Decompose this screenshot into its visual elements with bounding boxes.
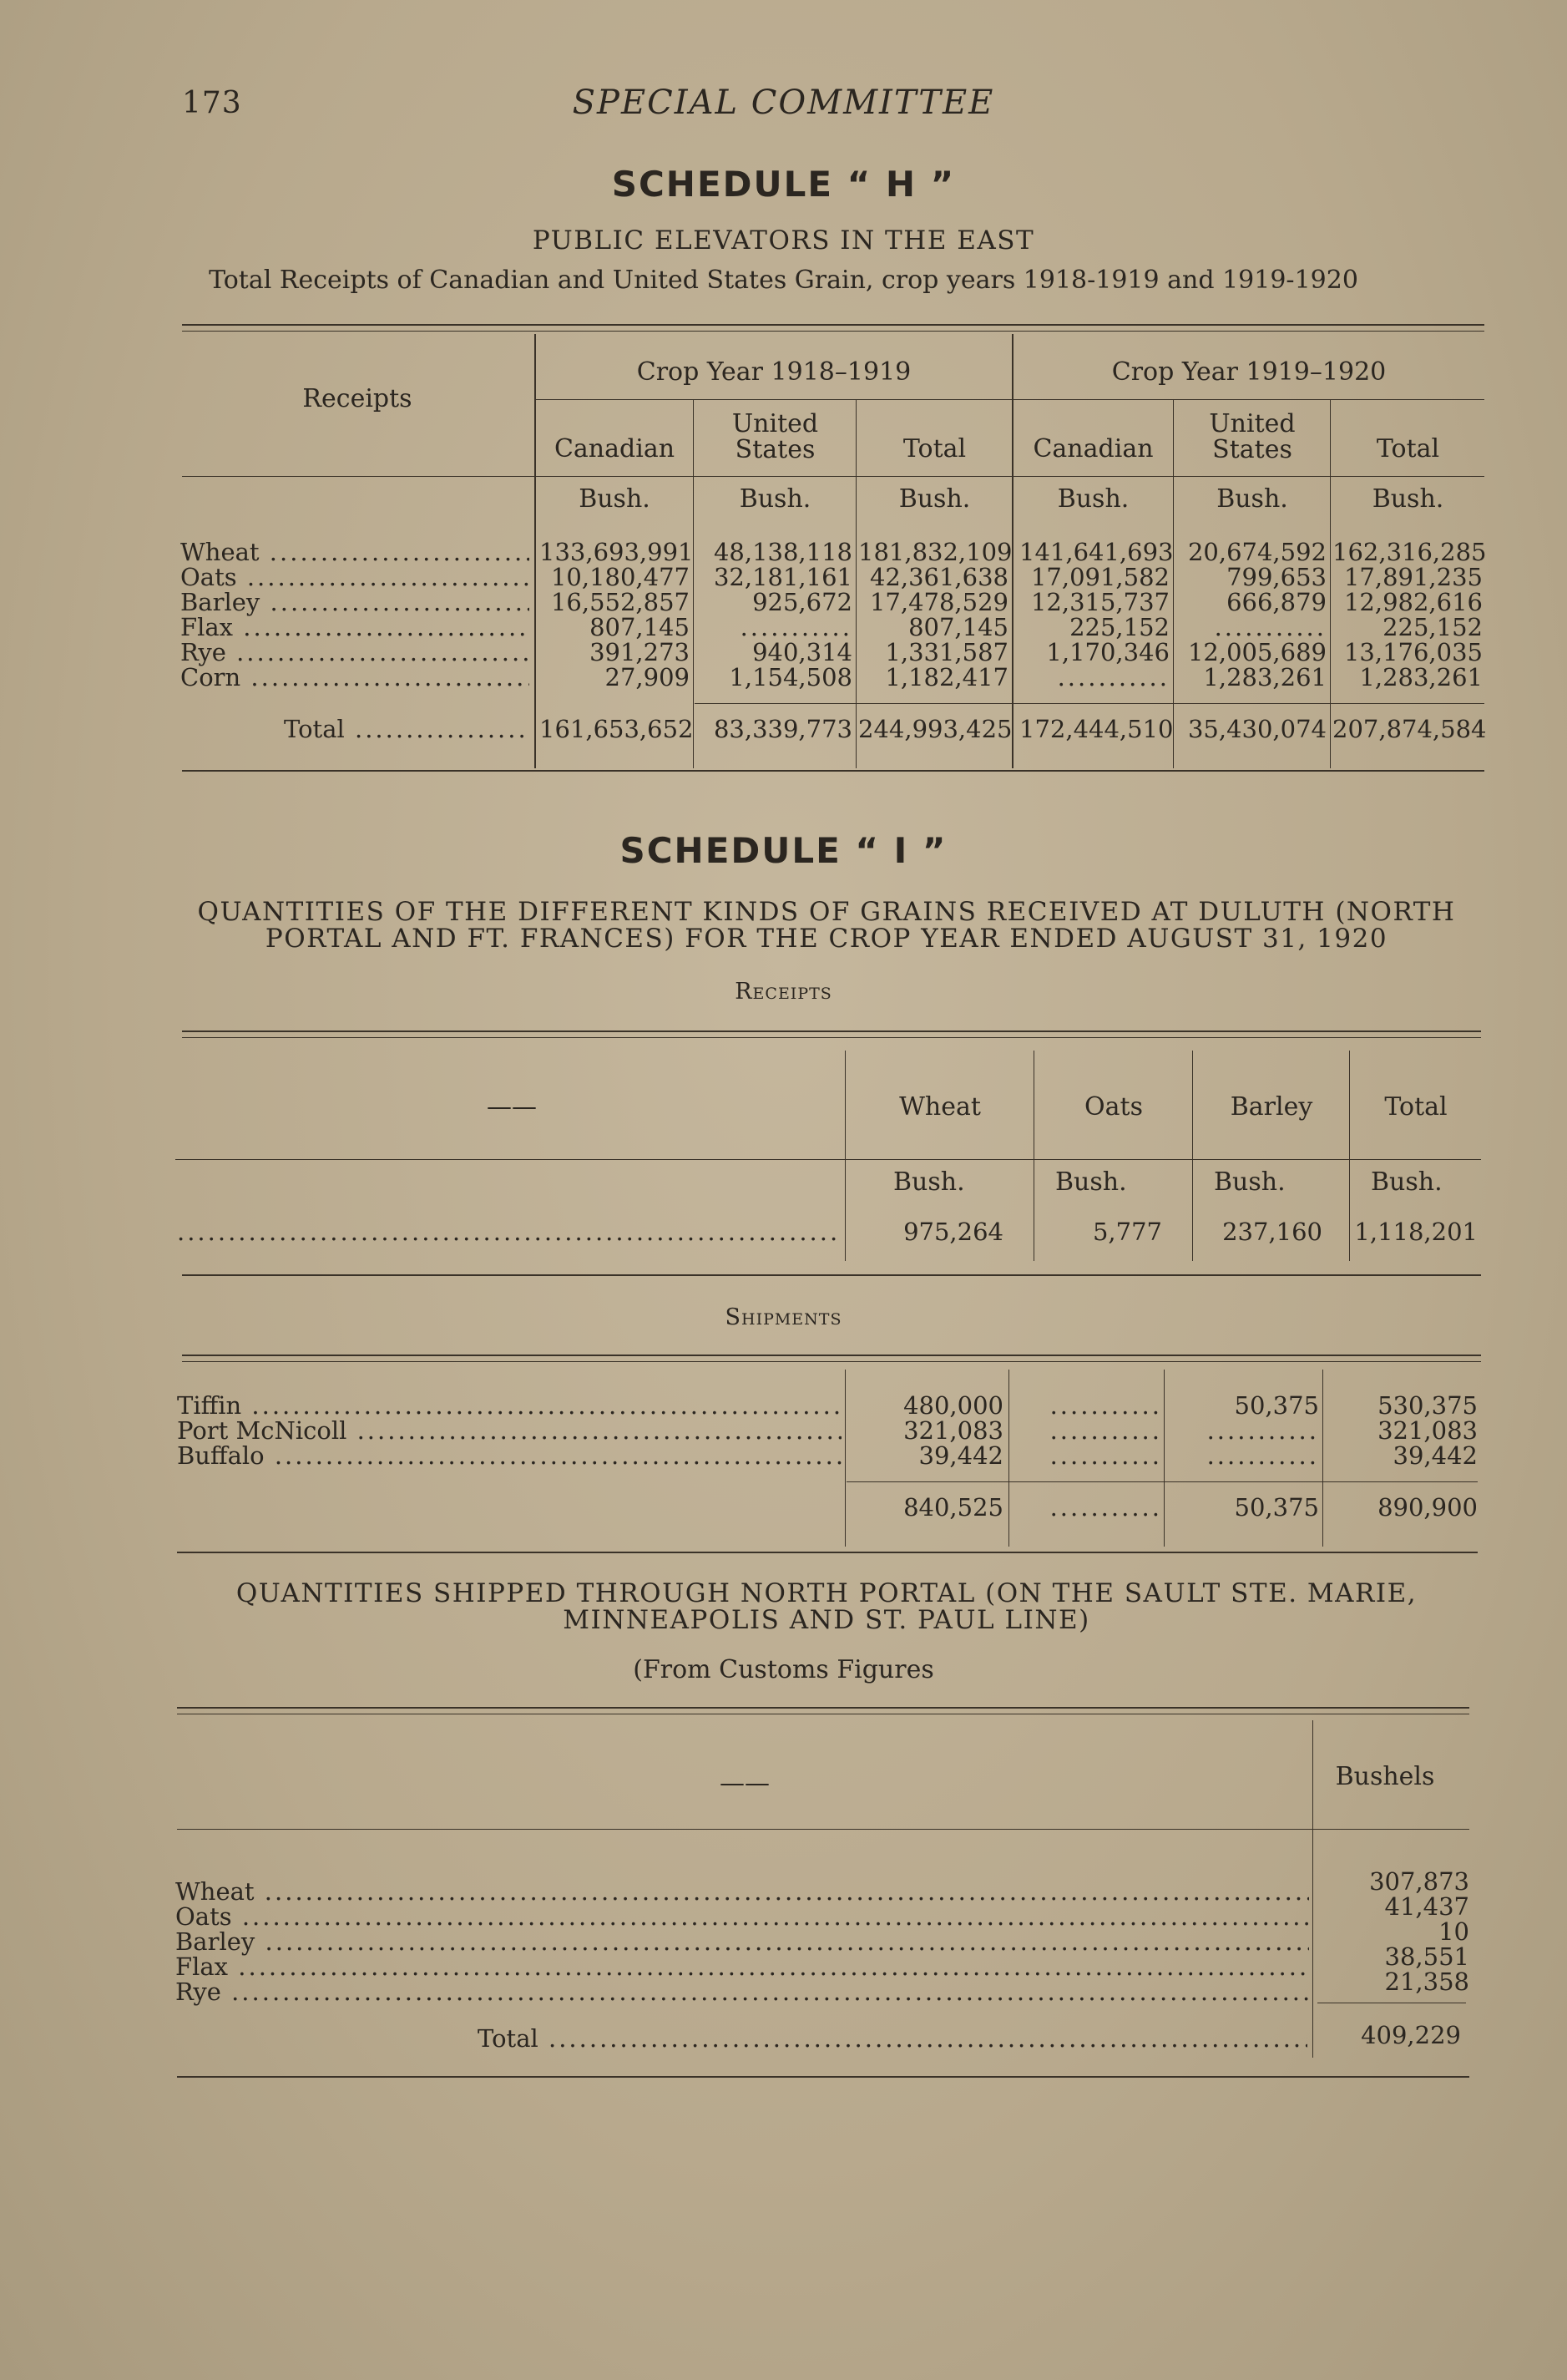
table-cell: 12,982,616 — [1343, 588, 1483, 616]
total-cell: 207,874,584 — [1332, 715, 1487, 743]
table-cell: 1,283,261 — [1359, 663, 1483, 691]
table-cell: 225,152 — [1069, 613, 1170, 641]
crop-year-1918-header: Crop Year 1918–1919 — [636, 357, 912, 387]
table-cell: ........... — [1057, 663, 1170, 691]
unit-label: Bush. — [898, 484, 971, 514]
shipments-total-oats: ........... — [1049, 1493, 1162, 1522]
total-label-text: Total ..... — [284, 715, 526, 743]
table-cell: 48,138,118 — [713, 538, 852, 566]
table-cell: 391,273 — [589, 638, 690, 666]
col-canadian-1919: Canadian — [1033, 434, 1154, 463]
table-cell: 1,170,346 — [1046, 638, 1170, 666]
table-cell: 12,315,737 — [1030, 588, 1170, 616]
col-total-1918: Total — [902, 434, 967, 463]
col-us-1918: United States — [731, 409, 819, 464]
row-label: Tiffin ..... — [177, 1391, 842, 1420]
row-label: Oats ..... — [175, 1902, 1309, 1931]
receipts-row-leader — [177, 1218, 842, 1246]
table-cell: 940,314 — [752, 638, 852, 666]
row-label: Rye ..... — [175, 1977, 1309, 2006]
table-cell: 17,478,529 — [869, 588, 1008, 616]
receipts-subheading: Receipts — [735, 979, 832, 1005]
total-cell: 244,993,425 — [858, 715, 1013, 743]
table-cell: ........... — [1049, 1391, 1162, 1420]
table-cell: 1,182,417 — [885, 663, 1008, 691]
row-label: Oats ..... — [180, 563, 529, 591]
np-total-value: 409,229 — [1361, 2021, 1461, 2049]
table-cell: 225,152 — [1382, 613, 1483, 641]
total-label — [284, 715, 526, 749]
table-cell: 13,176,035 — [1343, 638, 1483, 666]
schedule-h-caption: Total Receipts of Canadian and United States Grain, crop years 1918-1919 and 1919-1920 — [209, 266, 1358, 295]
total-cell: 83,339,773 — [713, 715, 852, 743]
table-cell: 21,358 — [1384, 1967, 1469, 1996]
unit-label: Bush. — [1214, 1167, 1286, 1197]
row-label: Buffalo ..... — [177, 1441, 842, 1470]
table-cell: 141,641,693 — [1019, 538, 1174, 566]
row-label: Barley ..... — [175, 1927, 1309, 1956]
table-cell: 39,442 — [918, 1441, 1003, 1470]
unit-label: Bush. — [1057, 484, 1130, 514]
crop-year-1919-header: Crop Year 1919–1920 — [1111, 357, 1387, 387]
table-cell: 1,154,508 — [729, 663, 852, 691]
table-cell: 307,873 — [1369, 1867, 1469, 1896]
receipts-header: Receipts — [302, 384, 412, 413]
table-cell: 12,005,689 — [1187, 638, 1327, 666]
table-cell: 530,375 — [1377, 1391, 1478, 1420]
col-total: Total — [1384, 1092, 1448, 1122]
table-cell: 807,145 — [589, 613, 690, 641]
row-label: Flax ..... — [180, 613, 529, 641]
table-cell: 32,181,161 — [713, 563, 852, 591]
col-canadian-1918: Canadian — [554, 434, 675, 463]
shipments-total-barley: 50,375 — [1234, 1493, 1319, 1522]
table-cell: 1,283,261 — [1203, 663, 1327, 691]
total-cell: 35,430,074 — [1187, 715, 1327, 743]
schedule-i-heading-1: QUANTITIES OF THE DIFFERENT KINDS OF GRAINS RECEIVED AT DULUTH (NORTH — [197, 897, 1456, 927]
shipments-total-total: 890,900 — [1377, 1493, 1478, 1522]
table-cell: 27,909 — [604, 663, 690, 691]
col-wheat: Wheat — [899, 1092, 981, 1122]
table-cell: 10 — [1438, 1917, 1469, 1946]
table-cell: ........... — [1214, 613, 1327, 641]
unit-label: Bush. — [1216, 484, 1288, 514]
stub-dash: —— — [487, 1092, 537, 1122]
north-portal-heading-1: QUANTITIES SHIPPED THROUGH NORTH PORTAL (ON THE SAULT STE. MARIE, — [235, 1578, 1418, 1608]
running-title: SPECIAL COMMITTEE — [572, 84, 995, 122]
table-cell: 50,375 — [1234, 1391, 1319, 1420]
unit-label: Bush. — [893, 1167, 965, 1197]
row-label: Rye ..... — [180, 638, 529, 666]
np-total-label-wrap — [478, 2024, 1307, 2058]
table-cell: 39,442 — [1393, 1441, 1478, 1470]
table-cell: 321,083 — [1377, 1416, 1478, 1445]
shipments-total-wheat: 840,525 — [903, 1493, 1003, 1522]
col-us-1919: United States — [1209, 409, 1296, 464]
receipts-wheat: 975,264 — [903, 1218, 1003, 1246]
row-label: Wheat ..... — [175, 1877, 1309, 1906]
receipts-barley: 237,160 — [1222, 1218, 1322, 1246]
table-cell: 17,091,582 — [1030, 563, 1170, 591]
col-oats: Oats — [1084, 1092, 1143, 1122]
receipts-total: 1,118,201 — [1354, 1218, 1478, 1246]
row-label: Port McNicoll ..... — [177, 1416, 842, 1445]
table-cell: ........... — [740, 613, 852, 641]
table-cell: ........... — [1206, 1441, 1319, 1470]
table-cell: ........... — [1049, 1416, 1162, 1445]
schedule-i-heading-2: PORTAL AND FT. FRANCES) FOR THE CROP YEAR ENDED AUGUST 31, 1920 — [265, 924, 1388, 954]
table-cell: 799,653 — [1226, 563, 1327, 591]
north-portal-heading-2: MINNEAPOLIS AND ST. PAUL LINE) — [563, 1605, 1090, 1635]
col-barley: Barley — [1230, 1092, 1313, 1122]
unit-label: Bush. — [739, 484, 811, 514]
stub-dash: —— — [720, 1769, 770, 1798]
col-total-1919: Total — [1376, 434, 1440, 463]
table-cell: ........... — [1049, 1441, 1162, 1470]
customs-source: (From Customs Figures — [633, 1655, 934, 1684]
schedule-h-subtitle: PUBLIC ELEVATORS IN THE EAST — [532, 225, 1035, 256]
receipts-oats: 5,777 — [1092, 1218, 1162, 1246]
table-cell: 1,331,587 — [885, 638, 1008, 666]
table-cell: 41,437 — [1384, 1892, 1469, 1921]
page-number: 173 — [182, 86, 242, 120]
schedule-h-title: SCHEDULE “ H ” — [611, 164, 956, 205]
row-label: Barley ..... — [180, 588, 529, 616]
shipments-subheading: Shipments — [725, 1304, 842, 1330]
table-cell: ........... — [1206, 1416, 1319, 1445]
table-cell: 480,000 — [903, 1391, 1003, 1420]
total-cell: 161,653,652 — [539, 715, 694, 743]
unit-label: Bush. — [1372, 484, 1444, 514]
row-label: Flax ..... — [175, 1952, 1309, 1981]
table-cell: 20,674,592 — [1187, 538, 1327, 566]
unit-label: Bush. — [1055, 1167, 1127, 1197]
row-label: Corn ..... — [180, 663, 529, 691]
table-cell: 16,552,857 — [550, 588, 690, 616]
table-cell: 162,316,285 — [1332, 538, 1487, 566]
schedule-i-title: SCHEDULE “ I ” — [619, 830, 948, 871]
table-cell: 181,832,109 — [858, 538, 1013, 566]
row-label: Wheat ..... — [180, 538, 529, 566]
table-cell: 17,891,235 — [1343, 563, 1483, 591]
total-cell: 172,444,510 — [1019, 715, 1174, 743]
table-cell: 38,551 — [1384, 1942, 1469, 1971]
table-cell: 925,672 — [752, 588, 852, 616]
table-cell: 807,145 — [908, 613, 1008, 641]
table-cell: 10,180,477 — [550, 563, 690, 591]
unit-label: Bush. — [1371, 1167, 1443, 1197]
unit-label: Bush. — [579, 484, 650, 514]
table-cell: 133,693,991 — [539, 538, 694, 566]
table-cell: 42,361,638 — [869, 563, 1008, 591]
col-bushels: Bushels — [1335, 1762, 1435, 1791]
table-cell: 666,879 — [1226, 588, 1327, 616]
table-cell: 321,083 — [903, 1416, 1003, 1445]
np-total-label: Total ..... — [478, 2024, 1307, 2053]
